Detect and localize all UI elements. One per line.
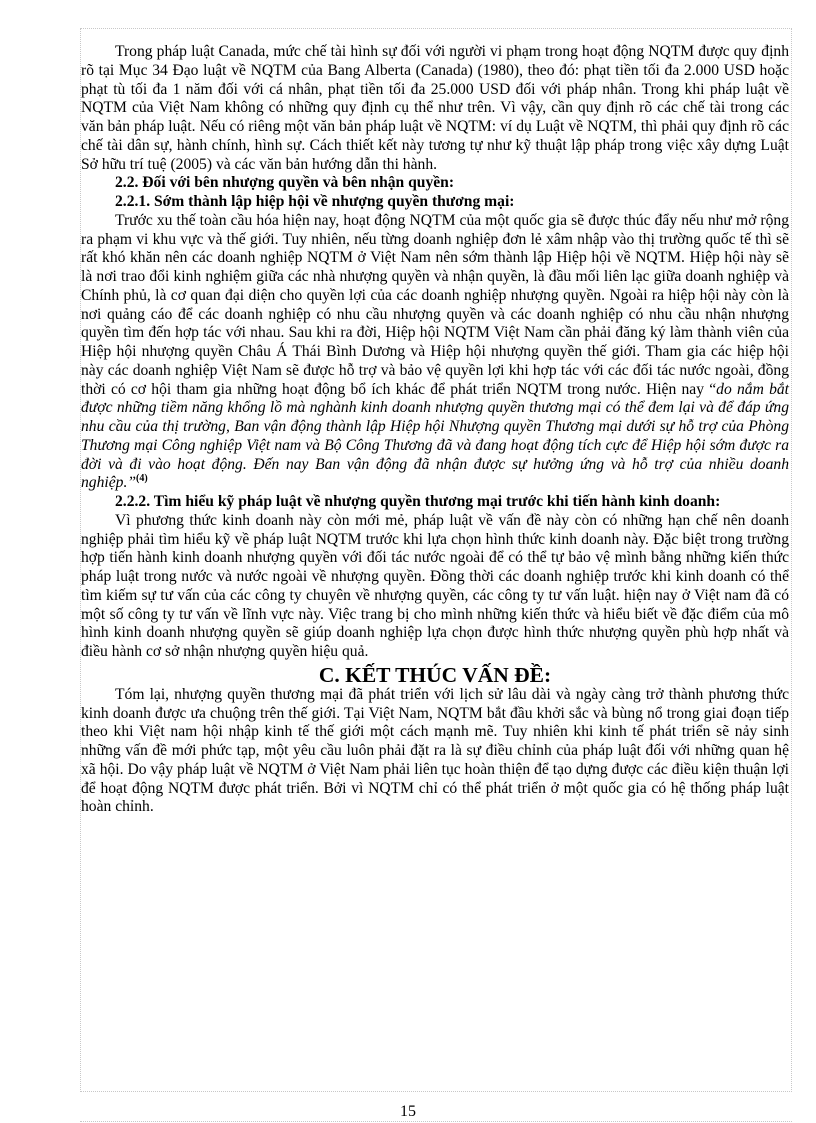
paragraph-franchise-association-text: Trước xu thế toàn cầu hóa hiện nay, hoạt động NQTM của một quốc gia sẽ được thúc đẩy nếu như mở rộng ra phạm vi khu vực và thế giới. Tuy nhiên, nếu từng doanh nghiệp đơn lẻ xâm nhập vào thị trường quốc tế thì sẽ rất khó khăn nên các doanh nghiệp NQTM ở Việt Nam nên sớm thành lập Hiệp hội về NQTM. Hiệp hội này sẽ là nơi trao đổi kinh nghiệm giữa các nhà nhượng quyền và nhận quyền, là đầu mối liên lạc giữa doanh nghiệp và Chính phủ, là cơ quan đại diện cho quyền lợi của các doanh nghiệp nhượng quyền. Ngoài ra hiệp hội này còn là nơi quảng cáo để các doanh nghiệp có nhu cầu nhượng quyền và các doanh nghiệp có nhu cầu nhận nhượng quyền tìm đến hợp tác với nhau. Sau khi ra đời, Hiệp hội NQTM Việt Nam cần phải đăng ký làm thành viên của Hiệp hội nhượng quyền Châu Á Thái Bình Dương và Hiệp hội nhượng quyền thế giới. Tham gia các hiệp hội này các doanh nghiệp Việt Nam sẽ được hỗ trợ và bảo vệ quyền lợi khi hợp tác với các đối tác nước ngoài, đồng thời có cơ hội tham gia những hoạt động bổ ích khác để phát triển NQTM trong nước. Hiện nay “: [81, 211, 789, 398]
bottom-border: [80, 1121, 792, 1122]
document-body: [81, 43, 789, 817]
heading-2-2: 2.2. Đối với bên nhượng quyền và bên nhận quyền:: [115, 174, 455, 192]
page-number: 15: [400, 1103, 416, 1120]
heading-conclusion: C. KẾT THÚC VẤN ĐỀ:: [318, 662, 552, 687]
paragraph-study-law: Vì phương thức kinh doanh này còn mới mẻ, pháp luật về vấn đề này còn có những hạn chế nên doanh nghiệp phải tìm hiểu kỹ về pháp luật NQTM trước khi lựa chọn hình thức kinh doanh này. Đặc biệt trong trường hợp tiến hành kinh doanh nhượng quyền với đối tác nước ngoài để có thể tự bảo vệ mình bằng những kiến thức pháp luật trong nước và nước ngoài về nhượng quyền. Đồng thời các doanh nghiệp trước khi kinh doanh có thể tìm kiếm sự tư vấn của các công ty chuyên về nhượng quyền, các công ty tư vấn luật. hiện nay ở Việt nam đã có một số công ty tư vấn về lĩnh vực này. Việc trang bị cho mình những kiến thức và hiểu biết về đặc điểm của mô hình kinh doanh nhượng quyền sẽ giúp doanh nghiệp lựa chọn được hình thức nhượng quyền phù hợp nhất và điều hành cơ sở nhận nhượng quyền hiệu quả.: [81, 511, 789, 660]
quoted-italic-text: do nắm bắt được những tiềm năng khổng lồ mà nghành kinh doanh nhượng quyền thương mại có thể đem lại và để đáp ứng nhu cầu của thị trường, Ban vận động thành lập Hiệp hội Nhượng quyền Thương mại dưới sự hỗ trợ của Phòng Thương mại Công nghiệp Việt nam và Bộ Công Thương đã và đang hoạt động tích cực để Hiệp hội sớm được ra đời và đi vào hoạt động. Đến nay Ban vận động đã nhận được sự hưởng ứng và hỗ trợ của nhiều doanh nghiệp.”: [81, 380, 789, 492]
paragraph-franchise-association: [81, 212, 789, 493]
paragraph-canada-sanctions: Trong pháp luật Canada, mức chế tài hình sự đối với người vi phạm trong hoạt động NQTM được quy định rõ tại Mục 34 Đạo luật về NQTM của Bang Alberta (Canada) (1980), theo đó: phạt tiền tối đa 2.000 USD hoặc phạt tù tối đa 1 năm đối với cá nhân, phạt tiền tối đa 25.000 USD đối với pháp nhân. Trong khi pháp luật về NQTM của Việt Nam không có những quy định cụ thể như trên. Vì vậy, cần quy định rõ các chế tài trong các văn bản pháp luật. Nếu có riêng một văn bản pháp luật về NQTM: ví dụ Luật về NQTM, thì phải quy định rõ các chế tài dân sự, hành chính, hình sự. Cách thiết kết này tương tự như kỹ thuật lập pháp trong việc xây dựng Luật Sở hữu trí tuệ (2005) và các văn bản hướng dẫn thi hành.: [81, 43, 789, 173]
heading-2-2-2: 2.2.2. Tìm hiểu kỹ pháp luật về nhượng quyền thương mại trước khi tiến hành kinh doanh:: [115, 493, 721, 510]
heading-2-2-1: 2.2.1. Sớm thành lập hiệp hội về nhượng quyền thương mại:: [115, 193, 515, 210]
footnote-ref: (4): [136, 473, 148, 485]
paragraph-conclusion: Tóm lại, nhượng quyền thương mại đã phát triển với lịch sử lâu dài và ngày càng trở thành phương thức kinh doanh được ưa chuộng trên thế giới. Tại Việt Nam, NQTM bắt đầu khởi sắc và bùng nổ trong giai đoạn tiếp theo khi Việt nam hội nhập kinh tế thế giới một cách mạnh mẽ. Tuy nhiên khi kinh tế phát triển sẽ nảy sinh những vấn đề mới phức tạp, một yêu cầu luôn phải đặt ra là sự điều chỉnh của pháp luật đối với những quan hệ xã hội. Do vậy pháp luật về NQTM ở Việt Nam phải liên tục hoàn thiện để tạo dựng được các điều kiện thuận lợi để hoạt động NQTM được phát triển. Bởi vì NQTM chỉ có thể phát triển ở một quốc gia có hệ thống pháp luật hoàn chỉnh.: [81, 685, 789, 816]
